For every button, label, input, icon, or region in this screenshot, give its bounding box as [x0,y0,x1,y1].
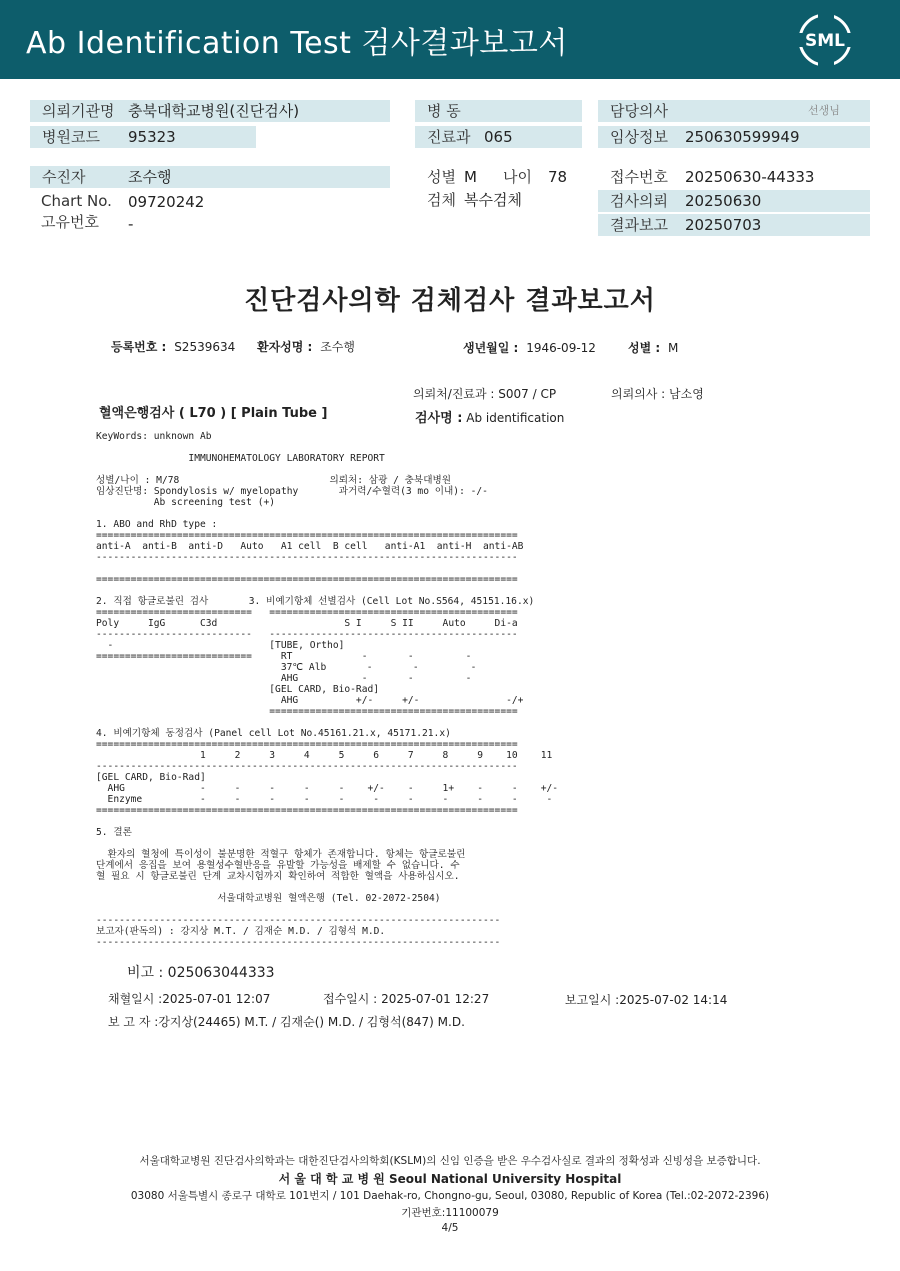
receive-field [323,990,489,1007]
patient-value: 조수행 [128,168,172,186]
ward-row [415,100,582,122]
test-name-field [415,407,564,426]
report-time-field [565,991,727,1008]
hospital-code-label: 병원코드 [42,128,100,146]
reporter-value: 강지상(24465) M.T. / 김재순() M.D. / 김형석(847) M.D. [158,1015,465,1029]
lab-report-text: KeyWords: unknown Ab IMMUNOHEMATOLOGY LABORATORY REPORT 성별/나이 : M/78 의뢰처: 삼광 / 충북대병원 임상진단명: Spondylosis w/ myelopathy 과거력/수혈력(3 mo 이내): -/- Ab screening test (+) 1. ABO and RhD type : ========================================================================= anti-A anti-B anti-D Auto A1 cell B cell anti-A1 anti-H anti-AB ------------------------------------------------------------------------- ========================================================================= 2. 직접 항글로불린 검사 3. 비예기항체 선별검사 (Cell Lot No.S564, 45151.16.x) =========================== =========================================== Poly IgG C3d S I S II Auto Di-a --------------------------- ------------------------------------------- - [TUBE, Ortho] =========================== RT - - - 37℃ Alb - - - AHG - - - [GEL CARD, Bio-Rad] AHG +/- +/- -/+ =========================================== 4. 비예기항체 동정검사 (Panel cell Lot No.45161.21.x, 45171.21.x) ========================================================================= 1 2 3 4 5 6 7 8 9 10 11 ------------------------------------------------------------------------- [GEL CARD, Bio-Rad] AHG - - - - - +/- - 1+ - - +/- Enzyme - - - - - - - - - - - ========================================================================= 5. 결론 환자의 혈청에 특이성이 불분명한 적혈구 항체가 존재합니다. 항체는 항글로불린 단계에서 응집을 보여 용혈성수혈반응을 유발할 가능성을 배제할 수 없습니다. 수 혈 필요 시 항글로불린 단계 교차시험까지 확인하여 적합한 혈액을 사용하십시오. 서울대학교병원 혈액은행 (Tel. 02-2072-2504) ---------------------------------------------------------------------- 보고자(판독의) : 강지상 M.T. / 김재순 M.D. / 김형석 M.D. ---------------------------------------------------------------------- [96,431,559,948]
specimen-label: 검체 [427,191,456,209]
footer-address: 03080 서울특별시 종로구 대학로 101번지 / 101 Daehak-ro, Chongno-gu, Seoul, 03080, Republic of Korea (Tel.:02-2072-2396) [130,1190,770,1202]
referral-dept: 의뢰처/진료과 : S007 / CP [413,387,557,401]
remark-value: 025063044333 [167,965,275,981]
registration-label: 등록번호 : [111,340,167,354]
institution-value: 충북대학교병원(진단검사) [128,102,300,120]
sex-value: M [464,168,477,186]
age-label: 나이 [503,168,532,186]
receive-label: 접수일시 : [323,992,378,1006]
receipt-value: 20250630-44333 [685,168,815,186]
dob-label: 생년월일 : [463,341,519,355]
reporter-field [108,1013,465,1030]
test-name-label: 검사명 : [415,411,463,426]
clinical-label: 임상정보 [610,128,668,146]
logo-text: SML [805,31,845,51]
doctor-label: 담당의사 [610,102,668,120]
dept-label: 진료과 [427,128,471,146]
chart-label: Chart No. [41,192,112,210]
chart-value: 09720242 [128,193,205,211]
sml-logo [796,11,854,69]
ward-label: 병 동 [427,102,461,120]
patient-row [30,166,390,188]
doctor-suffix: 선생님 [808,104,840,117]
clinical-value: 250630599949 [685,128,800,146]
remark-field [127,962,275,982]
request-value: 20250630 [685,192,762,210]
specimen-value: 복수검체 [464,191,522,209]
footer-accreditation: 서울대학교병원 진단검사의학과는 대한진단검사의학회(KSLM)의 신임 인증을 받은 우수검사실로 결과의 정확성과 신빙성을 보증합니다. [139,1155,761,1167]
footer-hospital-name: 서 울 대 학 교 병 원 Seoul National University Hospital [278,1172,622,1186]
report-sex-value: M [668,341,679,355]
sex-label: 성별 [427,168,456,186]
receipt-label: 접수번호 [610,168,668,186]
unique-label: 고유번호 [41,213,99,231]
report-sex-label: 성별 : [628,341,661,355]
dob-field [463,339,596,356]
referral-doctor: 의뢰의사 : 남소영 [611,387,704,401]
hospital-code-value: 95323 [128,128,176,146]
footer-institution-number: 기관번호:11100079 [401,1207,499,1219]
age-value: 78 [548,168,568,186]
patient-label: 수진자 [42,168,86,186]
reporter-label: 보 고 자 : [108,1015,159,1029]
report-title: 진단검사의학 검체검사 결과보고서 [244,286,656,316]
patient-name-label: 환자성명 : [257,340,313,354]
receive-value: 2025-07-01 12:27 [381,992,490,1006]
page-number: 4/5 [441,1222,459,1234]
collect-field [108,990,270,1007]
patient-name-value: 조수행 [320,340,355,354]
report-sex-field [628,339,678,356]
remark-label: 비고 : [127,965,164,981]
unique-value: - [128,215,134,233]
registration-field [111,338,235,355]
page-header [0,0,900,79]
dob-value: 1946-09-12 [526,341,596,355]
result-report-label: 결과보고 [610,216,668,234]
registration-value: S2539634 [174,340,236,354]
page-title: Ab Identification Test 검사결과보고서 [26,26,568,61]
patient-name-field [257,338,355,355]
test-group: 혈액은행검사 ( L70 ) [ Plain Tube ] [99,406,328,421]
result-report-value: 20250703 [685,216,762,234]
report-time-value: 2025-07-02 14:14 [619,993,728,1007]
report-time-label: 보고일시 : [565,993,620,1007]
collect-value: 2025-07-01 12:07 [162,992,271,1006]
collect-label: 채혈일시 : [108,992,163,1006]
test-name-value: Ab identification [466,411,565,425]
request-label: 검사의뢰 [610,192,668,210]
institution-label: 의뢰기관명 [42,102,115,120]
dept-value: 065 [484,128,513,146]
